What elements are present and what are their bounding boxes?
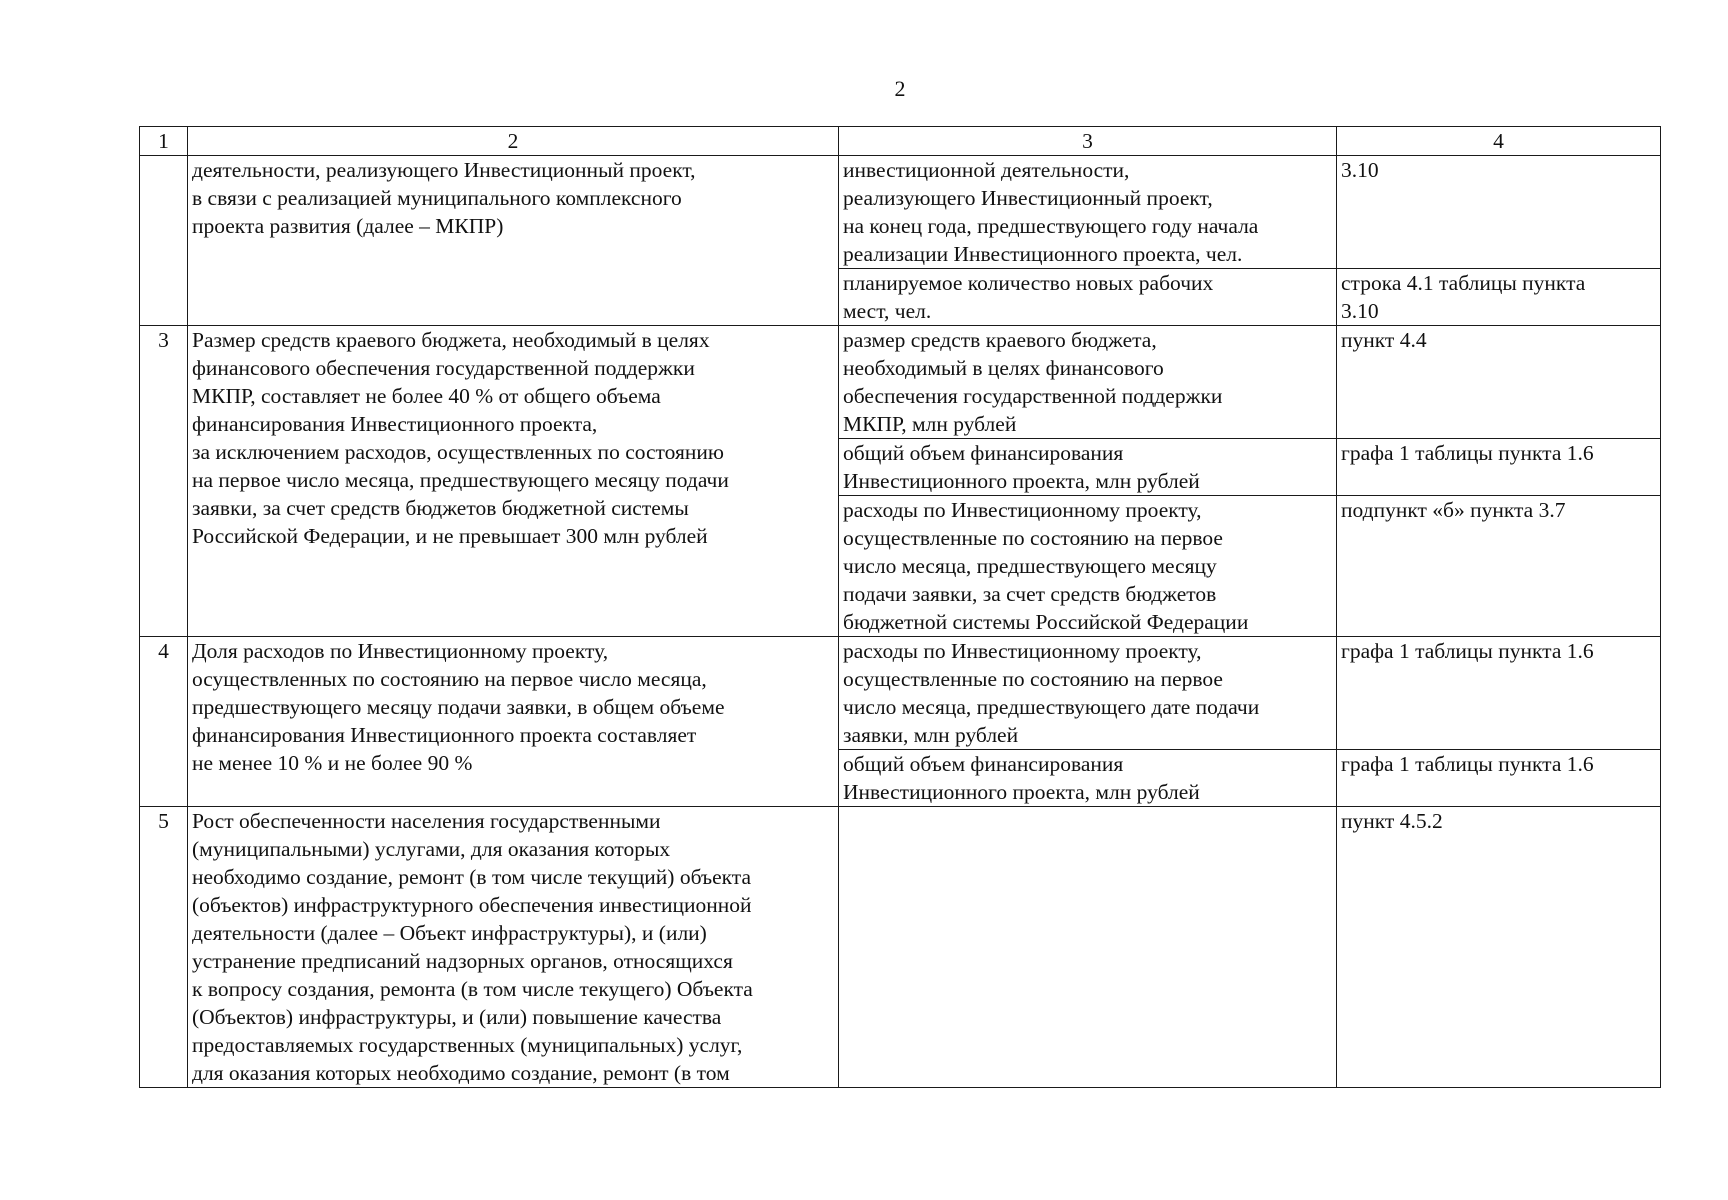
header-col-1: 1 — [140, 127, 188, 156]
table-row — [140, 637, 1661, 750]
row-number: 4 — [140, 637, 188, 807]
parameter-text: инвестиционной деятельности, реализующего Инвестиционный проект, на конец года, предшествующего году начала реализации Инвестиционного проекта, чел. — [839, 156, 1337, 269]
parameter-text: общий объем финансирования Инвестиционного проекта, млн рублей — [839, 750, 1337, 807]
row-number: 5 — [140, 807, 188, 1088]
criterion-text: Рост обеспеченности населения государственными (муниципальными) услугами, для оказания которых необходимо создание, ремонт (в том числе текущий) объекта (объектов) инфраструктурного обеспечения инвестиционной деятельности (далее – Объект инфраструктуры), и (или) устранение предписаний надзорных органов, относящихся к вопросу создания, ремонта (в том числе текущего) Объекта (Объектов) инфраструктуры, и (или) повышение качества предоставляемых государственных (муниципальных) услуг, для оказания которых необходимо создание, ремонт (в том — [188, 807, 839, 1088]
parameter-text: расходы по Инвестиционному проекту, осуществленные по состоянию на первое число месяца, предшествующего месяцу подачи заявки, за счет средств бюджетов бюджетной системы Российской Федерации — [839, 496, 1337, 637]
parameter-text — [839, 807, 1337, 1088]
parameter-text: расходы по Инвестиционному проекту, осуществленные по состоянию на первое число месяца, предшествующего дате подачи заявки, млн рублей — [839, 637, 1337, 750]
parameter-text: общий объем финансирования Инвестиционного проекта, млн рублей — [839, 439, 1337, 496]
table-row — [140, 156, 1661, 269]
row-number — [140, 156, 188, 326]
criterion-text: Размер средств краевого бюджета, необходимый в целях финансового обеспечения государственной поддержки МКПР, составляет не более 40 % от общего объема финансирования Инвестиционного проекта, за исключением расходов, осуществленных по состоянию на первое число месяца, предшествующего месяцу подачи заявки, за счет средств бюджетов бюджетной системы Российской Федерации, и не превышает 300 млн рублей — [188, 326, 839, 637]
parameter-text: размер средств краевого бюджета, необходимый в целях финансового обеспечения государственной поддержки МКПР, млн рублей — [839, 326, 1337, 439]
row-number: 3 — [140, 326, 188, 637]
table-row — [140, 807, 1661, 1088]
header-col-2: 2 — [188, 127, 839, 156]
parameter-text: планируемое количество новых рабочих мест, чел. — [839, 269, 1337, 326]
page-number: 2 — [894, 76, 906, 101]
table-row — [140, 326, 1661, 439]
source-text: пункт 4.5.2 — [1337, 807, 1661, 1088]
criteria-table — [139, 126, 1661, 1088]
source-text: графа 1 таблицы пункта 1.6 — [1337, 750, 1661, 807]
criterion-text: Доля расходов по Инвестиционному проекту, осуществленных по состоянию на первое число месяца, предшествующего месяцу подачи заявки, в общем объеме финансирования Инвестиционного проекта составляет не менее 10 % и не более 90 % — [188, 637, 839, 807]
source-text: подпункт «б» пункта 3.7 — [1337, 496, 1661, 637]
criterion-text: деятельности, реализующего Инвестиционный проект, в связи с реализацией муниципального комплексного проекта развития (далее – МКПР) — [188, 156, 839, 326]
header-col-4: 4 — [1337, 127, 1661, 156]
source-text: пункт 4.4 — [1337, 326, 1661, 439]
source-text: графа 1 таблицы пункта 1.6 — [1337, 637, 1661, 750]
source-text: строка 4.1 таблицы пункта 3.10 — [1337, 269, 1661, 326]
source-text: графа 1 таблицы пункта 1.6 — [1337, 439, 1661, 496]
source-text: 3.10 — [1337, 156, 1661, 269]
header-col-3: 3 — [839, 127, 1337, 156]
table-header-row — [140, 127, 1661, 156]
